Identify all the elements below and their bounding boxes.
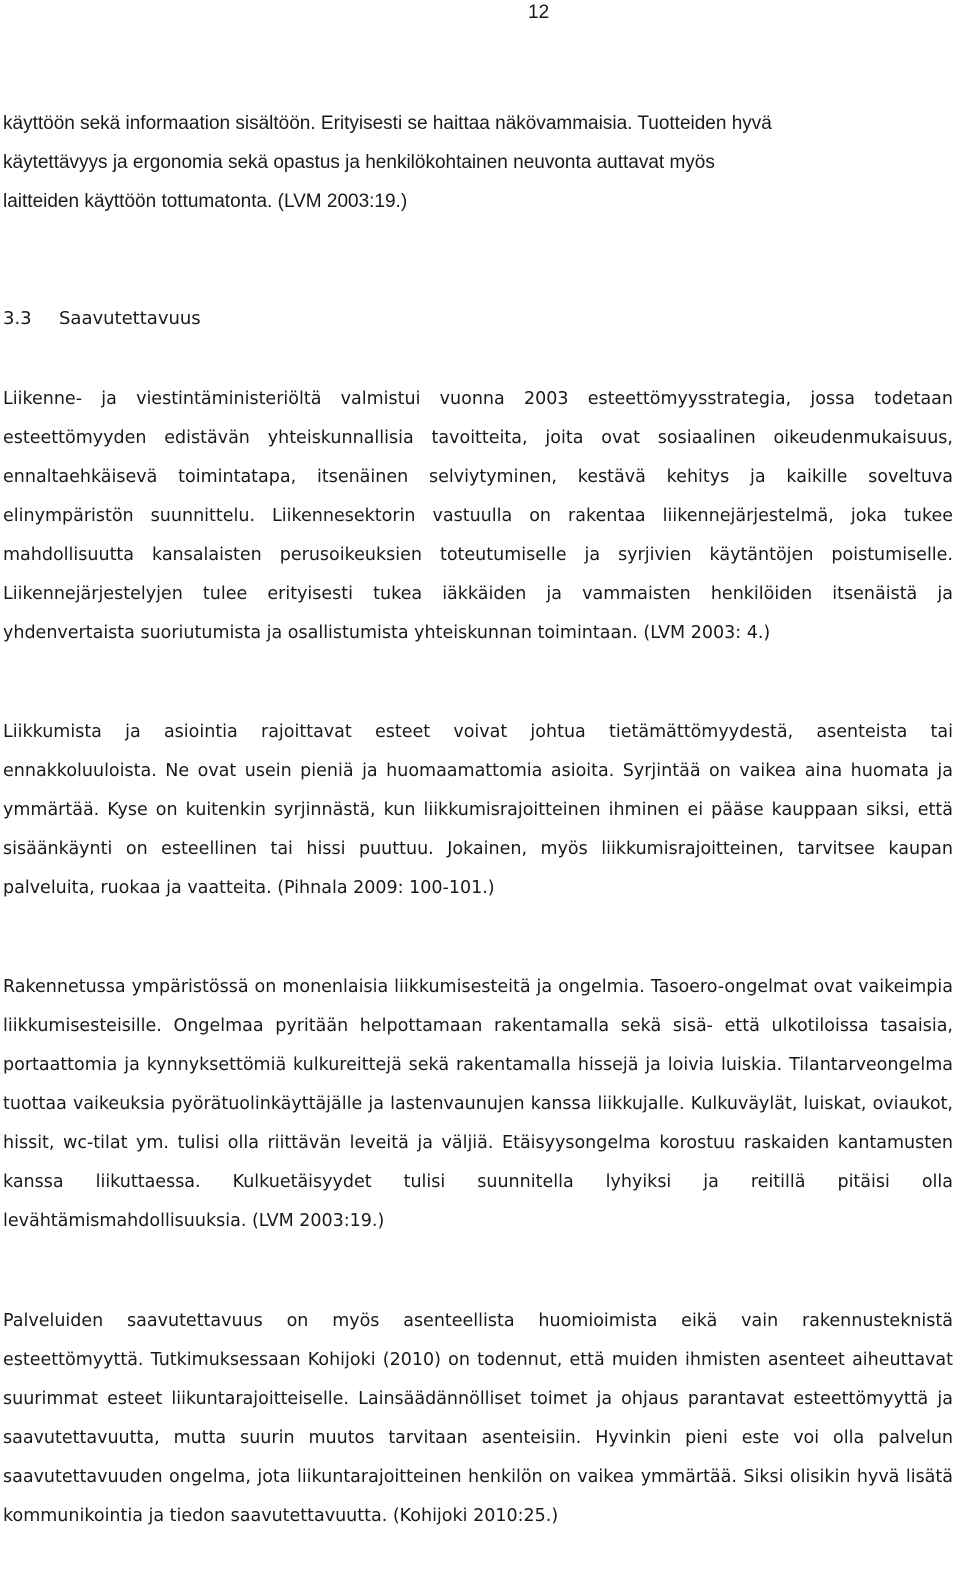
intro-line: käytettävyys ja ergonomia sekä opastus ja henkilökohtainen neuvonta auttavat myös xyxy=(3,152,715,173)
section-title: Saavutettavuus xyxy=(59,308,201,329)
body-paragraph: Rakennetussa ympäristössä on monenlaisia liikkumisesteitä ja ongelmia. Tasoero-ongelmat ovat vaikeimpia liikkumisesteisille. Ongelmaa pyritään helpottamaan rakentamalla sekä sisä- että ulkotiloissa tasaisia, portaattomia ja kynnyksettömiä kulkureittejä sekä rakentamalla hissejä ja loivia luiskia. Tilantarveongelma tuottaa vaikeuksia pyörätuolinkäyttäjälle ja lastenvaunujen kanssa liikkujalle. Kulkuväylät, luiskat, oviaukot, hissit, wc-tilat ym. tulisi olla riittävän leveitä ja väljiä. Etäisyysongelma korostuu raskaiden kantamusten kanssa liikuttaessa. Kulkuetäisyydet tulisi suunnitella lyhyiksi ja reitillä pitäisi olla levähtämismahdollisuuksia. (LVM 2003:19.) xyxy=(3,977,953,1231)
section-heading xyxy=(3,308,201,329)
intro-paragraph xyxy=(3,104,955,221)
intro-line: laitteiden käyttöön tottumatonta. (LVM 2003:19.) xyxy=(3,191,408,212)
page-number: 12 xyxy=(528,2,550,23)
intro-line: käyttöön sekä informaation sisältöön. Erityisesti se haittaa näkövammaisia. Tuotteiden hyvä xyxy=(3,113,772,134)
body-paragraph: Liikkumista ja asiointia rajoittavat esteet voivat johtua tietämättömyydestä, asenteista tai ennakkoluuloista. Ne ovat usein pieniä ja huomaamattomia asioita. Syrjintää on vaikea aina huomata ja ymmärtää. Kyse on kuitenkin syrjinnästä, kun liikkumisrajoitteinen ihminen ei pääse kauppaan siksi, että sisäänkäynti on esteellinen tai hissi puuttuu. Jokainen, myös liikkumisrajoitteinen, tarvitsee kaupan palveluita, ruokaa ja vaatteita. (Pihnala 2009: 100-101.) xyxy=(3,722,953,898)
section-number: 3.3 xyxy=(3,308,32,329)
body-paragraph: Palveluiden saavutettavuus on myös asenteellista huomioimista eikä vain rakennusteknistä esteettömyyttä. Tutkimuksessaan Kohijoki (2010) on todennut, että muiden ihmisten asenteet aiheuttavat suurimmat esteet liikuntarajoitteiselle. Lainsäädännölliset toimet ja ohjaus parantavat esteettömyyttä ja saavutettavuutta, mutta suurin muutos tarvitaan asenteisiin. Hyvinkin pieni este voi olla palvelun saavutettavuuden ongelma, jota liikuntarajoitteinen henkilön on vaikea ymmärtää. Siksi olisikin hyvä lisätä kommunikointia ja tiedon saavutettavuutta. (Kohijoki 2010:25.) xyxy=(3,1311,953,1526)
body-paragraph: Liikenne- ja viestintäministeriöltä valmistui vuonna 2003 esteettömyysstrategia, jossa todetaan esteettömyyden edistävän yhteiskunnallisia tavoitteita, joita ovat sosiaalinen oikeudenmukaisuus, ennaltaehkäisevä toimintatapa, itsenäinen selviytyminen, kestävä kehitys ja kaikille soveltuva elinympäristön suunnittelu. Liikennesektorin vastuulla on rakentaa liikennejärjestelmä, joka tukee mahdollisuutta kansalaisten perusoikeuksien toteutumiselle ja syrjivien käytäntöjen poistumiselle. Liikennejärjestelyjen tulee erityisesti tukea iäkkäiden ja vammaisten henkilöiden itsenäistä ja yhdenvertaista suoriutumista ja osallistumista yhteiskunnan toimintaan. (LVM 2003: 4.) xyxy=(3,389,953,643)
